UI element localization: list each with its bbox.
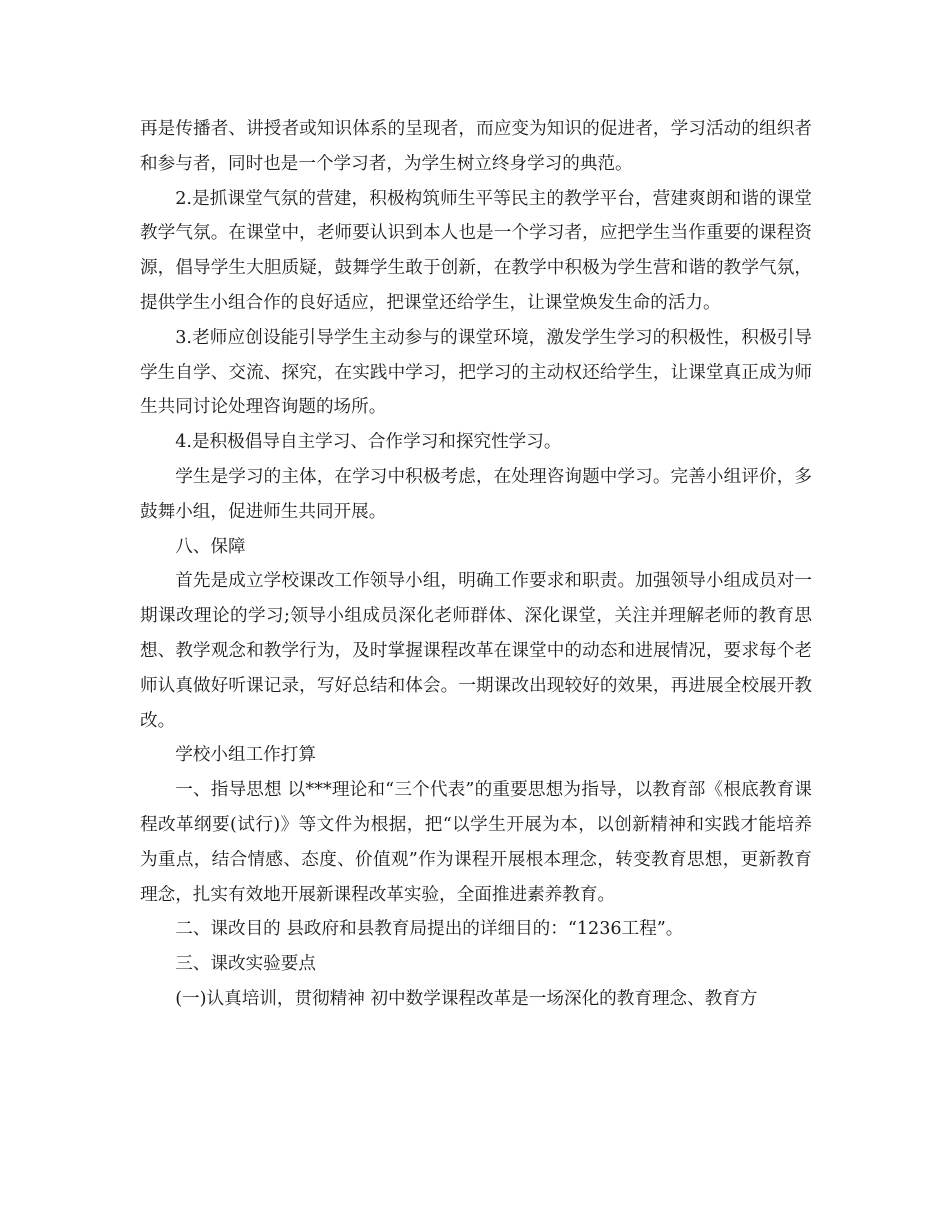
paragraph-item-2: 2.是抓课堂气氛的营建，积极构筑师生平等民主的教学平台，营建爽朗和谐的课堂教学气氛。在课堂中，老师要认识到本人也是一个学习者，应把学生当作重要的课程资源，倡导学生大胆质疑，鼓舞学生敢于创新，在教学中积极为学生营和谐的教学气氛，提供学生小组合作的良好适应，把课堂还给学生，让课堂焕发生命的活力。	[140, 188, 812, 313]
paragraph-guiding-ideology: 一、指导思想 以***理论和“三个代表”的重要思想为指导，以教育部《根底教育课程改革纲要(试行)》等文件为根据，把“以学生开展为本，以创新精神和实践才能培养为重点，结合情感、态度、价值观”作为课程开展根本理念，转变教育思想，更新教育理念，扎实有效地开展新课程改革实验，全面推进素养教育。	[140, 780, 812, 905]
paragraph-item-3: 3.老师应创设能引导学生主动参与的课堂环境，激发学生学习的积极性，积极引导学生自学、交流、探究，在实践中学习，把学习的主动权还给学生，让课堂真正成为师生共同讨论处理咨询题的场所。	[140, 327, 812, 418]
section-heading-work-plan: 学校小组工作打算	[175, 745, 316, 766]
paragraph-reform-goal: 二、课改目的 县政府和县教育局提出的详细目的：“1236工程”。	[175, 919, 684, 940]
paragraph-training: (一)认真培训，贯彻精神 初中数学课程改革是一场深化的教育理念、教育方	[175, 988, 758, 1009]
section-heading-guarantee: 八、保障	[175, 536, 246, 557]
paragraph-student-subject: 学生是学习的主体，在学习中积极考虑，在处理咨询题中学习。完善小组评价，多鼓舞小组，促进师生共同开展。	[140, 466, 812, 522]
paragraph-leadership-group: 首先是成立学校课改工作领导小组，明确工作要求和职责。加强领导小组成员对一期课改理论的学习;领导小组成员深化老师群体、深化课堂，关注并理解老师的教育思想、教学观念和教学行为，及时掌握课程改革在课堂中的动态和进展情况，要求每个老师认真做好听课记录，写好总结和体会。一期课改出现较好的效果，再进展全校展开教改。	[140, 571, 812, 731]
paragraph-item-4: 4.是积极倡导自主学习、合作学习和探究性学习。	[175, 432, 562, 453]
paragraph-continuation: 再是传播者、讲授者或知识体系的呈现者，而应变为知识的促进者，学习活动的组织者和参与者，同时也是一个学习者，为学生树立终身学习的典范。	[140, 119, 812, 174]
section-heading-key-points: 三、课改实验要点	[175, 954, 316, 975]
document-body	[140, 112, 812, 1017]
